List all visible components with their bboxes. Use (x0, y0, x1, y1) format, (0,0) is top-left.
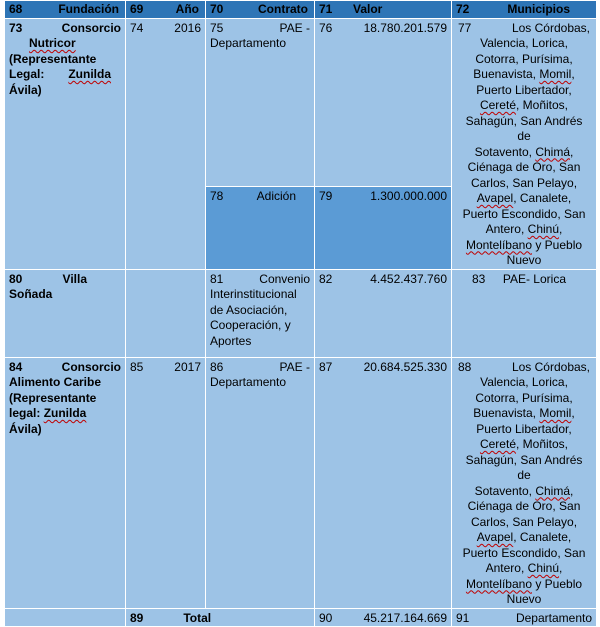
municipio-text: Ciénaga de Oro, San (467, 160, 581, 174)
fundacion-cell (5, 357, 126, 608)
header-num: 71 (319, 2, 333, 16)
municipio-text: , Moñitos, (516, 98, 569, 112)
municipio-text: Avapel (476, 530, 514, 544)
total-municipios-cell (452, 608, 597, 627)
fundacion-name: Zunilda (43, 406, 87, 420)
municipio-text: , (571, 67, 575, 81)
header-num: 69 (130, 2, 144, 16)
header-label: Municipios (507, 2, 570, 16)
municipio-text: Sotavento, (474, 483, 536, 498)
ano-cell (126, 18, 206, 269)
municipio-text: Cotorra, Purísima, (475, 51, 573, 66)
municipio-text: , (570, 483, 574, 498)
municipio-text: Puerto Escondido, San (462, 545, 586, 560)
row-number: 87 (319, 359, 333, 374)
municipio-text: Chinú (527, 561, 560, 575)
fundacion-name: Legal: (9, 67, 45, 81)
valor-cell (315, 269, 452, 357)
row-number: 76 (319, 20, 333, 35)
municipios-cell (452, 357, 597, 608)
municipio-text: Cereté (479, 98, 516, 112)
fundacion-name: Ávila) (9, 82, 42, 97)
fundacion-name: legal: (9, 406, 41, 420)
municipio-text: Valencia, Lorica, (480, 375, 568, 389)
valor-cell (315, 186, 452, 269)
row-number: 89 (130, 610, 144, 625)
fundacion-name: Alimento Caribe (9, 375, 102, 389)
row-number: 80 (9, 271, 23, 286)
table-row (5, 357, 597, 608)
municipio-text: Nuevo (506, 253, 542, 267)
fundacion-name: Consorcio (61, 20, 121, 35)
row-number: 75 (210, 20, 224, 35)
municipios-list (452, 19, 596, 269)
row-number: 79 (319, 188, 333, 203)
municipio-text: Momil (539, 67, 572, 81)
table-row (5, 18, 597, 186)
row-number: 82 (319, 271, 333, 286)
value-amount: 1.300.000.000 (370, 188, 447, 203)
municipio-text: Buenavista, (473, 406, 540, 420)
municipio-text: Ciénaga de Oro, San (467, 499, 581, 513)
contract-text: PAE - (279, 359, 310, 374)
header-valor (315, 1, 452, 19)
header-municipios (452, 1, 597, 19)
fundacion-name: (Representante (9, 390, 97, 405)
municipio-text: Puerto Escondido, San (462, 206, 586, 221)
municipios-cell (452, 269, 597, 357)
municipio-text: Sahagún, San Andrés de (465, 452, 583, 482)
municipio-text: , (571, 406, 575, 420)
municipio-text: , (570, 144, 574, 159)
contracts-table (4, 0, 597, 627)
municipio-text: , Moñitos, (516, 437, 569, 451)
contrato-cell (206, 186, 315, 269)
row-number: 90 (319, 610, 333, 625)
header-num: 72 (456, 2, 470, 16)
municipio-text: Buenavista, (473, 67, 540, 81)
municipio-text: Nuevo (506, 592, 542, 606)
municipio-text: Puerto Libertador, (476, 421, 572, 436)
municipio-text: Chinú (527, 222, 560, 236)
municipio-text: Cotorra, Purísima, (475, 390, 573, 405)
row-number: 91 (456, 610, 470, 625)
municipio-text: , Canalete, (513, 530, 572, 544)
row-number: 74 (130, 20, 144, 35)
header-ano (126, 1, 206, 19)
total-empty-cell (5, 608, 126, 627)
municipio-text: PAE- Lorica (502, 271, 566, 286)
row-number: 73 (9, 20, 23, 35)
municipio-text: Montelíbano (465, 576, 532, 591)
total-value: 45.217.164.669 (363, 610, 447, 625)
municipio-text: Momil (539, 406, 572, 420)
municipios-cell (452, 18, 597, 269)
fundacion-cell (5, 18, 126, 269)
header-row (5, 1, 597, 19)
contract-text: de Asociación, (210, 302, 288, 317)
row-number: 88 (458, 359, 472, 374)
header-fundacion (5, 1, 126, 19)
row-number: 83 (472, 271, 486, 286)
contrato-cell (206, 269, 315, 357)
header-num: 68 (9, 2, 23, 16)
header-label: Fundación (58, 2, 119, 16)
year-value: 2016 (174, 20, 201, 35)
total-row (5, 608, 597, 627)
fundacion-name: Ávila) (9, 421, 42, 436)
municipio-text: Carlos, San Pelayo, (470, 514, 578, 529)
header-contrato (206, 1, 315, 19)
municipio-text: Valencia, Lorica, (480, 36, 568, 50)
municipio-text: , (559, 561, 563, 575)
municipio-text: Antero, (485, 561, 528, 575)
valor-cell (315, 18, 452, 186)
municipios-list (452, 358, 596, 608)
contract-text: Adición (256, 188, 296, 203)
value-amount: 20.684.525.330 (363, 359, 447, 374)
contract-text: Aportes (210, 333, 252, 348)
municipio-text: Sahagún, San Andrés de (465, 113, 583, 143)
municipio-text: Puerto Libertador, (476, 82, 572, 97)
contract-text: Departamento (210, 36, 287, 50)
header-label: Valor (353, 2, 383, 16)
municipio-text: Antero, (485, 222, 528, 236)
document-page (2, 0, 598, 625)
value-amount: 4.452.437.760 (370, 271, 447, 286)
contract-text: Cooperación, y (210, 318, 291, 332)
row-number: 78 (210, 188, 224, 203)
municipio-text: Avapel (476, 191, 514, 205)
municipio-text: , Canalete, (513, 191, 572, 205)
municipio-text: Chimá (535, 144, 571, 159)
contract-text: PAE - (279, 20, 310, 35)
row-number: 77 (458, 20, 472, 35)
table-row (5, 269, 597, 357)
row-number: 85 (130, 359, 144, 374)
value-amount: 18.780.201.579 (363, 20, 447, 35)
row-number: 81 (210, 271, 224, 286)
fundacion-name: Nutricor (29, 36, 76, 50)
total-label: Total (183, 610, 212, 625)
total-value-cell (315, 608, 452, 627)
total-label-cell (126, 608, 315, 627)
fundacion-name: (Representante (9, 51, 97, 66)
municipio-text: Chimá (535, 483, 571, 498)
municipio-text: Cereté (479, 437, 516, 451)
header-label: Contrato (258, 2, 308, 16)
row-number: 86 (210, 359, 224, 374)
municipio-text: y Pueblo (532, 237, 583, 252)
fundacion-name: Villa (62, 271, 87, 286)
contract-text: Convenio (259, 271, 310, 286)
contract-text: Interinstitucional (210, 287, 297, 301)
header-label: Año (175, 2, 199, 16)
contrato-cell (206, 18, 315, 186)
fundacion-name: Soñada (9, 287, 53, 301)
year-value: 2017 (174, 359, 201, 374)
municipio-text: Departamento (515, 610, 592, 625)
municipio-text: y Pueblo (532, 576, 583, 591)
municipio-text: Los Córdobas, (511, 20, 590, 35)
municipio-text: Sotavento, (474, 144, 536, 159)
fundacion-cell (5, 269, 126, 357)
ano-cell (126, 269, 206, 357)
row-number: 84 (9, 359, 23, 374)
fundacion-name: Consorcio (61, 359, 121, 374)
municipio-text: , (559, 222, 563, 236)
ano-cell (126, 357, 206, 608)
fundacion-name: Zunilda (68, 67, 111, 81)
contract-text: Departamento (210, 375, 287, 389)
municipio-text: Montelíbano (465, 237, 532, 252)
header-num: 70 (210, 2, 224, 16)
municipio-text: Los Córdobas, (511, 359, 590, 374)
contrato-cell (206, 357, 315, 608)
valor-cell (315, 357, 452, 608)
municipio-text: Carlos, San Pelayo, (470, 175, 578, 190)
